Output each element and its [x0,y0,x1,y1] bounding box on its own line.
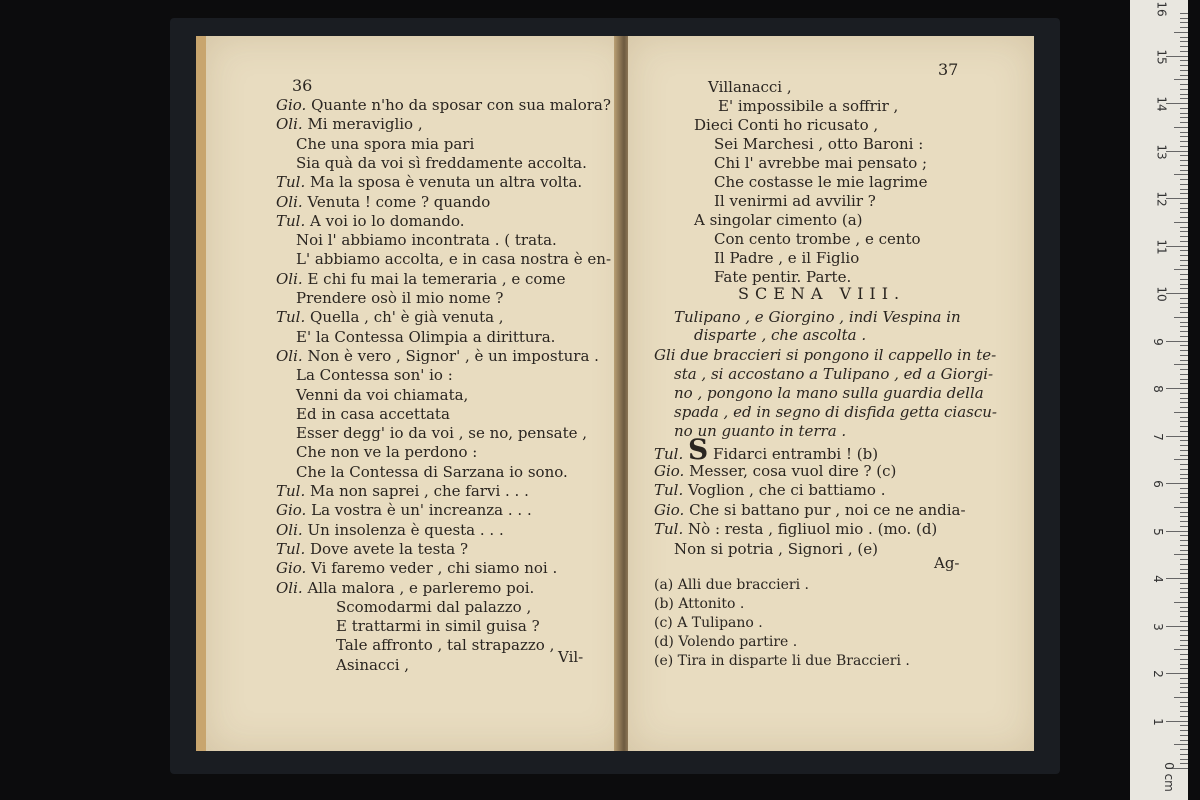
ruler-tick [1180,189,1188,190]
line-text: L' abbiamo accolta, e in casa nostra è en- [296,250,612,269]
text-line [276,270,566,288]
left-page-number: 36 [292,76,313,95]
text-line [276,212,464,230]
speaker-label: Tul. [654,520,684,538]
text-line [276,521,504,539]
ruler-number: 3 [1150,622,1165,631]
ruler-tick [1180,417,1188,418]
scene-title: SCENA VIII. [738,284,906,303]
ruler-tick [1180,493,1188,494]
ruler-number: 15 [1154,48,1169,65]
footnote: (b) Attonito . [654,596,745,612]
ruler-tick [1166,626,1188,627]
ruler-number: 4 [1150,575,1165,583]
line-text: Ma la sposa è venuta un altra volta. [310,173,583,192]
ruler-number: 1 [1150,717,1165,726]
verse-line: Dieci Conti ho ricusato , [694,116,879,134]
text-line [276,347,599,365]
ruler-tick [1180,398,1188,399]
ruler-tick [1174,269,1188,270]
text-line [296,231,557,249]
ruler-tick [1166,578,1188,579]
ruler-tick [1180,179,1188,180]
ruler-tick [1180,165,1188,166]
ruler-tick [1174,507,1188,508]
ruler-tick [1180,193,1188,194]
ruler-tick [1180,502,1188,503]
ruler-tick [1180,455,1188,456]
ruler-tick [1180,160,1188,161]
ruler-tick [1180,379,1188,380]
ruler-tick [1180,184,1188,185]
line-text: Noi l' abbiamo incontrata . ( trata. [296,231,557,250]
text-line [296,366,453,384]
ruler-tick [1180,706,1188,707]
ruler-tick [1180,307,1188,308]
dialogue-line [654,501,966,519]
line-text: E chi fu mai la temeraria , e come [307,269,566,288]
right-catchword: Ag- [934,554,960,572]
ruler-tick [1166,103,1188,104]
text-line [276,579,534,597]
line-text: Che non ve la perdono : [296,443,478,462]
line-text: Ed in casa accettata [296,404,450,423]
ruler-tick [1180,146,1188,147]
ruler-tick [1180,336,1188,337]
ruler-number: 2 [1150,670,1165,678]
line-text: Vi faremo veder , chi siamo noi . [311,559,558,578]
ruler-tick [1180,117,1188,118]
ruler-tick [1180,170,1188,171]
ruler-tick [1180,763,1188,764]
text-line [296,424,587,442]
ruler-tick [1180,132,1188,133]
ruler-tick [1180,740,1188,741]
ruler-tick [1180,84,1188,85]
ruler-tick [1180,212,1188,213]
ruler-tick [1180,645,1188,646]
ruler-tick [1180,478,1188,479]
ruler-tick [1180,208,1188,209]
ruler-tick [1180,18,1188,19]
scene-description: Tulipano , e Giorgino , indi Vespina in [674,308,961,326]
ruler-tick [1180,374,1188,375]
text-line [296,405,450,423]
ruler-number: 5 [1150,527,1165,536]
line-text: Messer, cosa vuol dire ? (c) [689,461,897,480]
ruler-tick [1166,673,1188,674]
verse-line: Sei Marchesi , otto Baroni : [714,135,924,153]
ruler-tick [1174,174,1188,175]
line-text: Non è vero , Signor' , è un impostura . [307,346,599,365]
ruler-tick [1180,497,1188,498]
line-text: Alla malora , e parleremo poi. [307,578,535,597]
ruler-tick [1180,687,1188,688]
footnote: (e) Tira in disparte li due Braccieri . [654,653,910,669]
ruler-tick [1180,37,1188,38]
text-line [276,115,423,133]
text-line [336,617,540,635]
line-text: Dove avete la testa ? [310,539,469,558]
ruler-tick [1180,592,1188,593]
verse-line: Fate pentir. Parte. [714,268,852,286]
ruler-tick [1180,630,1188,631]
ruler-tick [1180,355,1188,356]
ruler-tick [1180,250,1188,251]
scene-description: disparte , che ascolta . [694,326,867,344]
ruler-tick [1180,51,1188,52]
line-text: E' la Contessa Olimpia a dirittura. [296,327,556,346]
text-line [276,193,490,211]
ruler-number: 8 [1150,385,1165,393]
speaker-label: Gio. [276,559,307,578]
line-text: Mi meraviglio , [307,115,423,134]
ruler-tick [1180,65,1188,66]
line-text: Venuta ! come ? quando [307,192,491,211]
ruler-tick [1180,122,1188,123]
ruler-tick [1180,94,1188,95]
ruler-tick [1180,678,1188,679]
line-text: Un insolenza è questa . . . [307,520,504,539]
text-line [336,636,554,654]
ruler-tick [1180,326,1188,327]
text-line [276,482,529,500]
ruler-tick [1180,89,1188,90]
ruler-tick [1166,721,1188,722]
ruler-tick [1180,512,1188,513]
line-text: Che la Contessa di Sarzana io sono. [296,462,568,481]
line-text: La Contessa son' io : [296,366,453,385]
ruler-tick [1180,668,1188,669]
ruler-tick [1180,75,1188,76]
text-line [296,463,568,481]
ruler-tick [1180,469,1188,470]
speaker-label: Oli. [276,520,303,539]
line-text: Esser degg' io da voi , se no, pensate , [296,424,588,443]
ruler-tick [1180,545,1188,546]
ruler-tick [1180,735,1188,736]
ruler-tick [1180,535,1188,536]
ruler-tick [1180,716,1188,717]
speaker-label: Tul. [654,445,684,463]
ruler-tick [1180,588,1188,589]
line-text: E trattarmi in simil guisa ? [336,617,540,636]
ruler-tick [1166,341,1188,342]
text-line [296,386,468,404]
ruler-tick [1180,464,1188,465]
verse-line: E' impossibile a soffrir , [718,97,899,115]
ruler-tick [1180,573,1188,574]
line-text: Scomodarmi dal palazzo , [336,597,532,616]
ruler-tick [1180,426,1188,427]
verse-line: Il Padre , e il Figlio [714,249,860,267]
text-line [296,154,587,172]
ruler-tick [1180,331,1188,332]
ruler-tick [1166,293,1188,294]
ruler-tick [1180,203,1188,204]
ruler-tick [1174,602,1188,603]
left-page [196,36,630,751]
text-line [296,328,555,346]
text-line [296,135,474,153]
line-text: Sia quà da voi sì freddamente accolta. [296,153,587,172]
ruler-tick [1180,607,1188,608]
ruler-tick [1166,56,1188,57]
ruler-tick [1174,554,1188,555]
ruler-tick [1180,431,1188,432]
dialogue-line [654,520,937,538]
ruler-number: 12 [1154,191,1169,207]
ruler-tick [1180,260,1188,261]
ruler-tick [1166,388,1188,389]
right-page [628,36,1034,751]
ruler-tick [1180,136,1188,137]
ruler-tick [1166,483,1188,484]
ruler-unit: 0 cm [1161,762,1176,792]
ruler-tick [1180,683,1188,684]
line-text: Quante n'ho da sposar con sua malora? [311,96,611,114]
ruler-tick [1180,60,1188,61]
ruler-tick [1180,298,1188,299]
ruler-tick [1180,488,1188,489]
ruler-tick [1180,521,1188,522]
verse-line: Con cento trombe , e cento [714,230,921,248]
ruler-tick [1166,436,1188,437]
ruler-tick [1174,317,1188,318]
ruler-tick [1180,265,1188,266]
text-line [296,289,503,307]
ruler-tick [1180,350,1188,351]
line-text: Voglion , che ci battiamo . [688,481,886,499]
drop-capital: S [688,433,709,466]
ruler-tick [1180,231,1188,232]
stage-direction-line: no un guanto in terra . [674,422,847,440]
speaker-label: Tul. [276,211,306,230]
ruler-tick [1174,127,1188,128]
ruler-tick [1180,654,1188,655]
line-text: Non si potria , Signori , (e) [674,539,878,558]
ruler-tick [1180,236,1188,237]
ruler-tick [1180,227,1188,228]
right-page-number: 37 [938,60,959,79]
line-text: Fidarci entrambi ! (b) [713,445,879,463]
ruler-number: 16 [1154,1,1169,17]
text-line [276,96,611,114]
ruler-number: 6 [1150,480,1165,488]
ruler-tick [1174,649,1188,650]
ruler-tick [1180,13,1188,14]
speaker-label: Oli. [276,269,303,288]
speaker-label: Oli. [276,192,303,211]
ruler-tick [1180,46,1188,47]
text-line [276,540,468,558]
text-line [276,501,532,519]
ruler-tick [1166,531,1188,532]
ruler-tick [1174,79,1188,80]
ruler-tick [1180,27,1188,28]
ruler-tick [1180,445,1188,446]
ruler-tick [1180,402,1188,403]
ruler-number: 13 [1154,143,1169,160]
ruler-number: 7 [1150,432,1165,441]
verse-line: Che costasse le mie lagrime [714,173,928,191]
line-text: Tale affronto , tal strapazzo , [336,636,555,655]
ruler-tick [1174,222,1188,223]
speaker-label: Tul. [276,539,306,558]
ruler-tick [1174,32,1188,33]
ruler-tick [1180,583,1188,584]
ruler-tick [1180,569,1188,570]
line-text: La vostra è un' increanza . . . [311,501,532,520]
line-text: Nò : resta , figliuol mio . (mo. (d) [688,520,938,538]
footnote: (d) Volendo partire . [654,634,798,650]
ruler-tick [1174,412,1188,413]
ruler-number: 11 [1154,238,1169,255]
ruler-tick [1174,744,1188,745]
ruler-tick [1180,322,1188,323]
ruler-tick [1180,255,1188,256]
ruler-tick [1180,241,1188,242]
ruler-tick [1180,730,1188,731]
footnote: (c) A Tulipano . [654,615,763,631]
speaker-label: Tul. [276,173,306,192]
ruler-tick [1174,697,1188,698]
ruler-tick [1180,98,1188,99]
ruler-tick [1180,303,1188,304]
ruler-tick [1180,393,1188,394]
measuring-ruler [1130,0,1188,800]
ruler-tick [1180,621,1188,622]
ruler-tick [1180,611,1188,612]
ruler-tick [1180,421,1188,422]
ruler-tick [1180,345,1188,346]
ruler-tick [1180,550,1188,551]
ruler-tick [1180,635,1188,636]
ruler-tick [1180,616,1188,617]
ruler-tick [1180,640,1188,641]
text-line [336,598,531,616]
ruler-tick [1180,711,1188,712]
ruler-tick [1180,360,1188,361]
ruler-tick [1180,559,1188,560]
line-text: Che una spora mia pari [296,134,475,153]
dialogue-line [654,433,879,466]
ruler-tick [1180,440,1188,441]
ruler-tick [1180,526,1188,527]
stage-direction-line: Gli due braccieri si pongono il cappello in te- [654,346,997,364]
ruler-tick [1180,664,1188,665]
ruler-tick [1180,725,1188,726]
ruler-tick [1180,369,1188,370]
speaker-label: Gio. [276,96,307,114]
line-text: Venni da voi chiamata, [296,385,469,404]
ruler-tick [1180,407,1188,408]
ruler-tick [1180,450,1188,451]
speaker-label: Oli. [276,346,303,365]
text-line [276,308,504,326]
line-text: Quella , ch' è già venuta , [310,308,504,327]
ruler-tick [1180,108,1188,109]
ruler-tick [1180,383,1188,384]
speaker-label: Gio. [654,461,685,480]
ruler-tick [1166,198,1188,199]
ruler-tick [1180,70,1188,71]
ruler-tick [1180,597,1188,598]
line-text: Asinacci , [336,655,410,674]
ruler-tick [1174,459,1188,460]
stage-direction-line: no , pongono la mano sulla guardia della [674,384,984,402]
ruler-tick [1180,288,1188,289]
verse-line: Chi l' avrebbe mai pensato ; [714,154,928,172]
verse-line: A singolar cimento (a) [694,211,863,229]
line-text: Che si battano pur , noi ce ne andia- [689,500,966,519]
ruler-number: 14 [1154,96,1169,112]
ruler-tick [1180,113,1188,114]
ruler-tick [1180,22,1188,23]
ruler-tick [1180,749,1188,750]
text-line [276,559,557,577]
dialogue-line [674,540,878,558]
text-line [296,443,477,461]
ruler-tick [1180,155,1188,156]
text-line [296,250,611,268]
ruler-tick [1180,474,1188,475]
footnote: (a) Alli due braccieri . [654,577,809,593]
dialogue-line [654,462,896,480]
ruler-tick [1166,246,1188,247]
speaker-label: Gio. [276,501,307,520]
line-text: Ma non saprei , che farvi . . . [310,482,529,500]
line-text: Prendere osò il mio nome ? [296,289,504,307]
stage-direction-line: spada , ed in segno di disfida getta ciascu- [674,403,997,421]
line-text: A voi io lo domando. [310,211,465,230]
ruler-tick [1174,364,1188,365]
speaker-label: Tul. [276,482,306,500]
ruler-tick [1180,217,1188,218]
verse-line: Villanacci , [708,78,792,96]
ruler-tick [1180,41,1188,42]
ruler-tick [1180,759,1188,760]
ruler-tick [1180,540,1188,541]
stage-direction-line: sta , si accostano a Tulipano , ed a Giorgi- [674,365,994,383]
ruler-tick [1180,279,1188,280]
speaker-label: Tul. [654,481,684,499]
speaker-label: Oli. [276,578,303,597]
ruler-tick [1180,754,1188,755]
ruler-tick [1180,312,1188,313]
ruler-tick [1166,151,1188,152]
ruler-tick [1180,274,1188,275]
speaker-label: Oli. [276,115,303,134]
ruler-tick [1180,516,1188,517]
ruler-tick [1180,141,1188,142]
ruler-tick [1180,702,1188,703]
text-line [276,173,582,191]
ruler-tick [1180,564,1188,565]
ruler-tick [1180,659,1188,660]
left-catchword: Vil- [558,648,584,666]
ruler-number: 9 [1150,337,1165,346]
speaker-label: Tul. [276,308,306,327]
ruler-tick [1180,692,1188,693]
speaker-label: Gio. [654,500,685,519]
ruler-number: 10 [1154,286,1169,302]
dialogue-line [654,481,886,499]
verse-line: Il venirmi ad avvilir ? [714,192,876,210]
ruler-tick [1180,284,1188,285]
text-line [336,656,409,674]
